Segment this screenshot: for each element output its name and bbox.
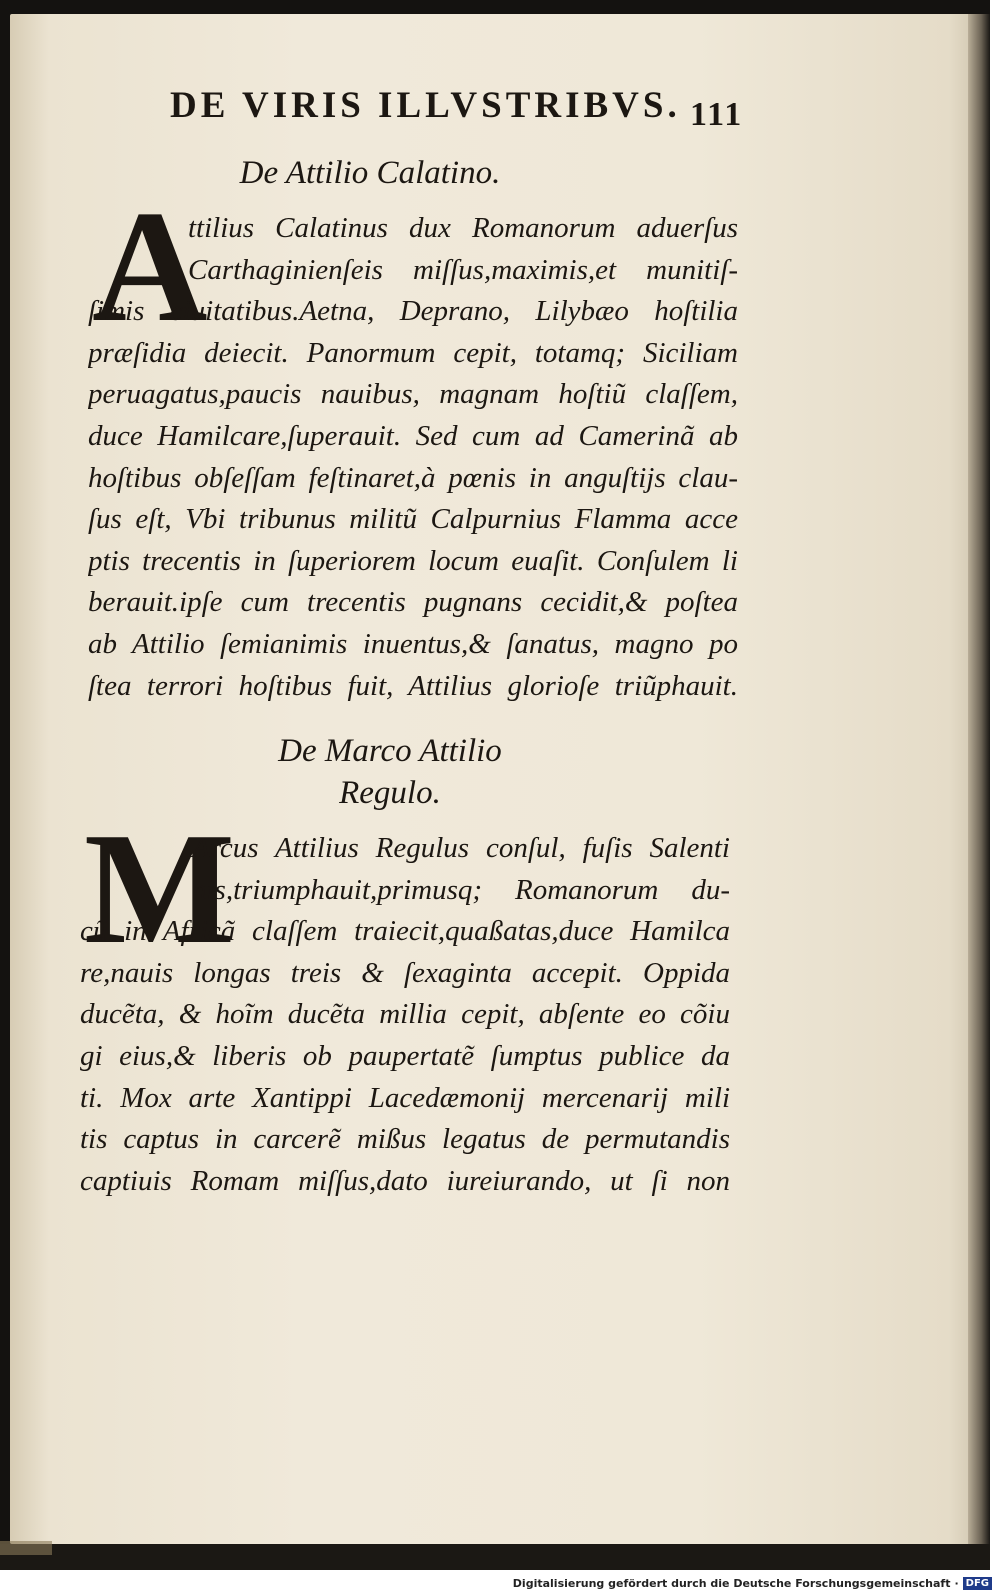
scan-bottom-border (0, 1544, 990, 1570)
text-line: ſtea terrori hoſtibus fuit, Attilius glorioſe triũphauit. (88, 669, 738, 702)
dfg-logo: DFG (963, 1577, 992, 1590)
text-line: ab Attilio ſemianimis inuentus,& ſanatus, magno po (88, 627, 738, 660)
drop-cap-initial: M (84, 799, 236, 977)
text-line: peruagatus,paucis nauibus, magnam hoſtiũ claſſem, (88, 378, 738, 411)
text-line: ſus eſt, Vbi tribunus militũ Calpurnius Flamma acce (88, 503, 738, 536)
text-line: Arcus Attilius Regulus conſul, fuſis Salenti (192, 832, 730, 864)
heading-line: De Marco Attilio (278, 733, 502, 769)
text-line: gi eius,& liberis ob paupertatẽ ſumptus publice da (80, 1039, 730, 1072)
text-line: cũ in Africã claſſem traiecit,quaßatas,duce Hamilca (80, 915, 730, 948)
text-line: ttilius Calatinus dux Romanorum aduerſus (188, 212, 738, 244)
section-heading (210, 728, 570, 811)
text-line: ducẽta, & hoĩm ducẽta millia cepit, abſente eo cõiu (80, 998, 730, 1031)
text-line: captiuis Romam miſſus,dato iureiurando, ut ſi non (80, 1164, 730, 1197)
section-heading (190, 150, 550, 192)
digitization-credit: Digitalisierung gefördert durch die Deutsche Forschungsgemeinschaft · DFG (513, 1577, 992, 1590)
text-line: re,nauis longas treis & ſexaginta accepit. Oppida (80, 956, 730, 989)
text-line: ti. Mox arte Xantippi Lacedæmonij mercenarij mili (80, 1081, 730, 1114)
text-line: tis captus in carcerẽ mißus legatus de permutandis (80, 1123, 730, 1156)
running-head: DE VIRIS ILLVSTRIBVS. (170, 85, 681, 126)
text-line: præſidia deiecit. Panormum cepit, totamq; Siciliam (88, 336, 738, 369)
section-text (80, 828, 730, 1202)
text-line: nis,triumphauit,primusq; Romanorum du- (192, 873, 730, 906)
page-number: 111 (690, 96, 744, 133)
text-line: ſimis ciuitatibus.Aetna, Deprano, Lilybæo hoſtilia (88, 295, 738, 328)
text-line: ptis trecentis in ſuperiorem locum euaſit. Conſulem li (88, 544, 738, 577)
drop-cap-initial: A (92, 177, 208, 355)
text-line: Carthaginienſeis miſſus,maximis,et munitiſ- (188, 253, 738, 286)
text-line: hoſtibus obſeſſam feſtinaret,à pœnis in anguſtijs clau- (88, 461, 738, 494)
page-edge-shadow (968, 14, 990, 1544)
text-line: duce Hamilcare,ſuperauit. Sed cum ad Camerinã ab (88, 419, 738, 452)
binding-corner (0, 1541, 52, 1555)
section-text (88, 208, 738, 707)
heading-line: Regulo. (339, 774, 441, 811)
text-line: berauit.ipſe cum trecentis pugnans cecidit,& poſtea (88, 586, 738, 619)
credit-text: Digitalisierung gefördert durch die Deutsche Forschungsgemeinschaft (512, 1577, 951, 1590)
heading-line: De Attilio Calatino. (239, 155, 501, 191)
